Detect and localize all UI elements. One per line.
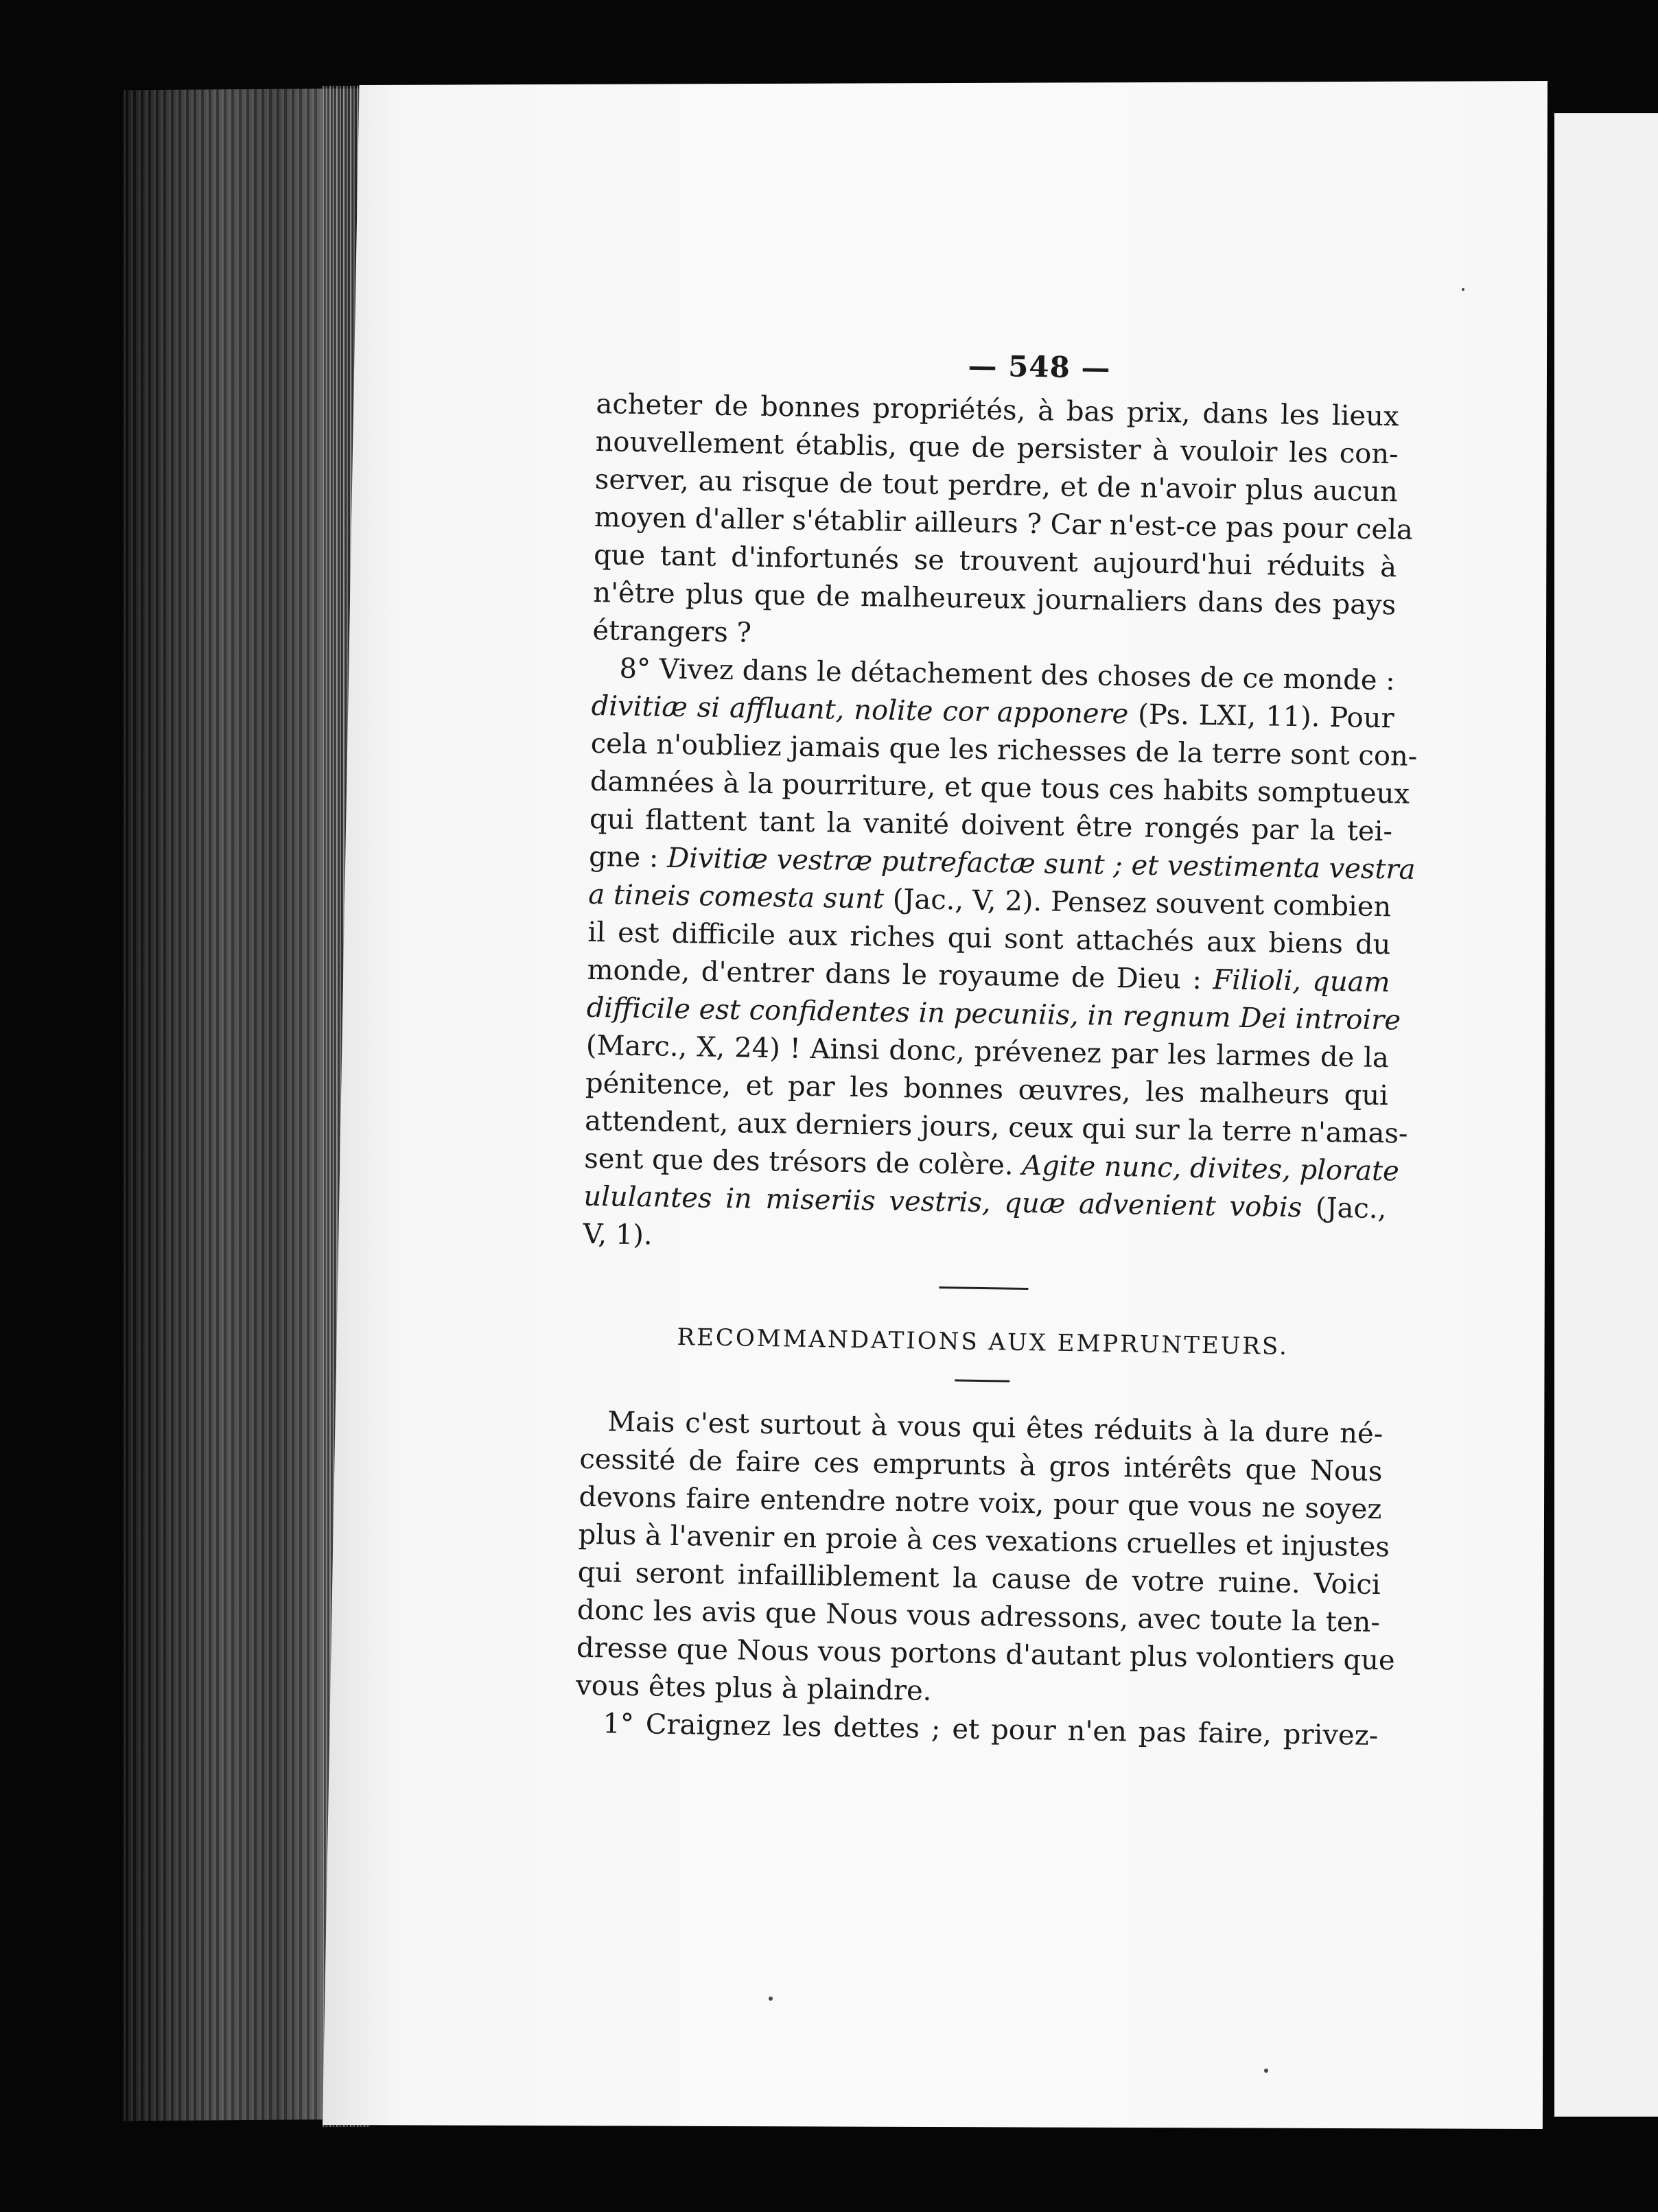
separator-rule	[939, 1286, 1028, 1290]
text-run: sent que des trésors de colère.	[583, 1142, 1023, 1181]
text-run: attendent, aux derniers jours, ceux qui sur la terre n'amas-	[584, 1105, 1408, 1150]
text-line: 1° Craignez les dettes ; et pour n'en pas faire, privez-	[603, 1708, 1379, 1752]
text-run: qui flattent tant la vanité doivent être rongés par la tei-	[589, 803, 1393, 848]
latin-quote: Divitiæ vestræ putrefactæ sunt ; et vestimenta vestra	[666, 842, 1416, 886]
text-line: étrangers ?	[592, 614, 752, 649]
text-run: pénitence, et par les bonnes œuvres, les malheurs qui	[585, 1067, 1389, 1112]
text-line: qui seront infailliblement la cause de votre ruine. Voici	[577, 1556, 1381, 1601]
scan-speck	[769, 1997, 773, 2001]
text-run: damnées à la pourriture, et que tous ces habits somptueux	[589, 765, 1410, 810]
latin-quote: ululantes in miseriis vestris, quæ advenient vobis	[583, 1180, 1303, 1224]
text-line: acheter de bonnes propriétés, à bas prix, dans les lieux	[596, 388, 1399, 433]
paragraph-2	[583, 650, 1418, 1266]
text-run: il est difficile aux riches qui sont attachés aux biens du	[587, 916, 1391, 961]
paragraph-1	[592, 386, 1414, 662]
page-number: — 548 —	[968, 349, 1111, 385]
text-run: (Marc., X, 24) ! Ainsi donc, prévenez par les larmes de la	[585, 1029, 1390, 1074]
text-line: que tant d'infortunés se trouvent aujourd'hui réduits à	[593, 539, 1397, 584]
separator-rule	[955, 1379, 1009, 1382]
page-text	[575, 343, 1418, 1755]
text-run: (Ps. LXI, 11). Pour	[1128, 698, 1394, 735]
text-line: vous êtes plus à plaindre.	[575, 1669, 932, 1707]
text-run: gne :	[588, 840, 668, 874]
text-line: dresse que Nous vous portons d'autant plus volontiers que	[576, 1632, 1396, 1677]
text-line: n'être plus que de malheureux journaliers dans des pays	[592, 576, 1397, 622]
text-line: moyen d'aller s'établir ailleurs ? Car n'est-ce pas pour cela	[594, 501, 1414, 546]
facing-page-edge	[1554, 113, 1658, 2117]
section-heading: RECOMMANDATIONS AUX EMPRUNTEURS.	[677, 1323, 1289, 1361]
scan-speck	[1462, 288, 1464, 291]
latin-quote: divitiæ si affluant, nolite cor apponere	[591, 690, 1129, 731]
text-run: cela n'oubliez jamais que les richesses de la terre sont con-	[590, 727, 1418, 773]
text-line: Mais c'est surtout à vous qui êtes réduits à la dure né-	[607, 1406, 1383, 1450]
latin-quote: a tineis comesta sunt	[588, 878, 885, 915]
text-run: (Jac.,	[1301, 1192, 1387, 1225]
text-run: monde, d'entrer dans le royaume de Dieu :	[587, 954, 1213, 996]
text-run: (Jac., V, 2). Pensez souvent combien	[883, 883, 1392, 923]
scan-speck	[1264, 2069, 1268, 2073]
text-run: V, 1).	[583, 1218, 653, 1251]
latin-quote: difficile est confidentes in pecuniis, in regnum Dei introire	[586, 991, 1401, 1037]
text-line: cessité de faire ces emprunts à gros intérêts que Nous	[579, 1443, 1383, 1488]
text-line: devons faire entendre notre voix, pour que vous ne soyez	[579, 1481, 1382, 1526]
text-line: server, au risque de tout perdre, et de n'avoir plus aucun	[594, 463, 1399, 508]
paragraph-3	[575, 1403, 1396, 1717]
text-run: 8° Vivez dans le détachement des choses de ce monde :	[619, 652, 1396, 697]
text-line: nouvellement établis, que de persister à vouloir les con-	[595, 425, 1399, 471]
text-line: donc les avis que Nous vous adressons, avec toute la ten-	[576, 1594, 1381, 1639]
latin-quote: Filioli, quam	[1213, 964, 1390, 999]
text-line: plus à l'avenir en proie à ces vexations cruelles et injustes	[578, 1518, 1390, 1564]
latin-quote: Agite nunc, divites, plorate	[1021, 1149, 1400, 1188]
